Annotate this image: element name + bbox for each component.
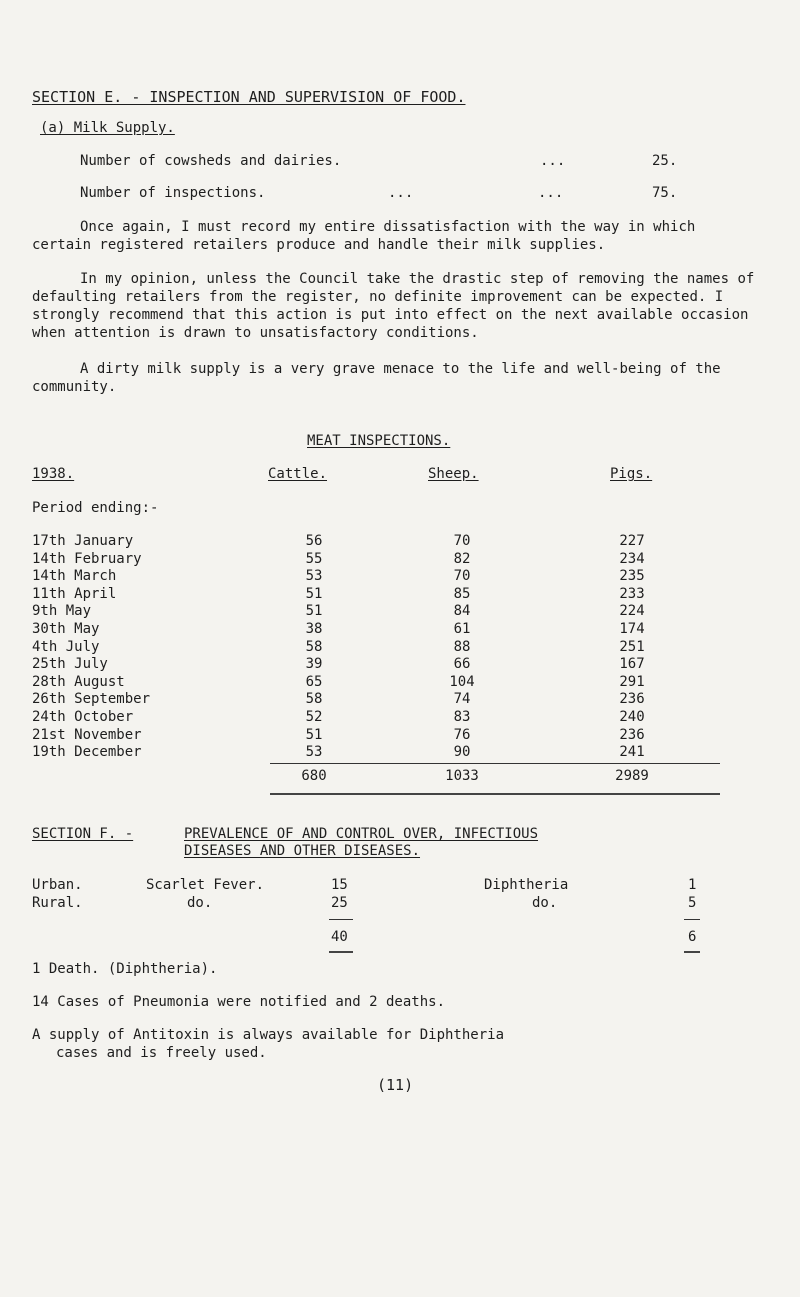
f-total-2: 6 [688,929,697,945]
meat-pigs-header: Pigs. [610,466,653,482]
page-number: (11) [377,1076,414,1094]
meat-cattle-header: Cattle. [268,466,328,482]
meat-table-row [32,744,732,761]
milk-paragraph-1: Once again, I must record my entire dissatisfaction with the way in which certain registered retailers produce and handle their milk supplies. [32,219,696,253]
total-rule-top [270,763,720,764]
rural-disease-2: do. [532,895,558,911]
period-cell: 14th February [32,550,142,567]
f-total-rule-1 [329,919,353,920]
meat-table-row [32,586,732,603]
sheep-cell: 74 [453,691,471,708]
f-total-double-rule-1 [329,951,353,953]
period-ending-label: Period ending:- [32,500,159,516]
meat-table-row [32,656,732,673]
cattle-cell: 65 [305,673,323,690]
pigs-cell: 227 [619,533,645,549]
pigs-cell: 240 [619,709,645,725]
milk-supply-heading [40,120,175,136]
inspections-value: 75. [652,185,678,201]
period-cell: 11th April [32,585,117,602]
urban-disease-2: Diphtheria [484,877,569,893]
meat-table-row [32,691,732,708]
sheep-cell: 90 [453,744,471,761]
pigs-cell: 235 [619,568,645,585]
milk-paragraph-2: In my opinion, unless the Council take the drastic step of removing the names of defaulting retailers from the register, no definite improvement can be expected. I strongly recommend that this action is put into effect on the next available occasion when attention is drawn to unsatisfactory conditions. [32,271,755,341]
rural-disease-1: do. [187,895,213,911]
inspections-label: Number of inspections. [80,185,266,201]
section-f-title-line2: DISEASES AND OTHER DISEASES. [184,843,421,859]
death-note: 1 Death. (Diphtheria). [32,961,218,977]
period-cell: 30th May [32,621,100,637]
pigs-cell: 167 [619,656,645,673]
sheep-cell: 70 [453,533,471,549]
urban-label: Urban. [32,877,83,893]
meat-table-row [32,551,732,568]
antitoxin-line-1: A supply of Antitoxin is always available for Diphtheria [32,1027,505,1043]
total-pigs: 2989 [615,768,649,784]
period-cell: 14th March [32,568,117,585]
rural-label: Rural. [32,895,83,911]
meat-table-row [32,533,732,550]
milk-supply-heading-text: (a) Milk Supply. [40,120,175,136]
meat-table-row [32,603,732,620]
meat-inspections-title: MEAT INSPECTIONS. [307,433,451,449]
cattle-cell: 38 [305,621,323,637]
period-cell: 17th January [32,533,134,549]
sheep-cell: 104 [449,673,475,690]
sheep-cell: 61 [453,621,471,637]
f-total-rule-2 [684,919,700,920]
rural-count-1: 25 [331,895,348,911]
total-rule-bottom [270,793,720,795]
sheep-cell: 76 [453,726,471,743]
period-cell: 9th May [32,603,92,620]
meat-totals-row [32,768,732,785]
pigs-cell: 291 [619,673,645,690]
sheep-cell: 85 [453,585,471,602]
urban-count-2: 1 [688,877,697,893]
pigs-cell: 241 [619,744,645,761]
total-sheep: 1033 [445,768,479,784]
meat-table-row [32,727,732,744]
pigs-cell: 174 [619,621,645,637]
period-cell: 19th December [32,744,142,761]
cowsheds-dots: ... [540,153,566,169]
sheep-cell: 82 [453,550,471,567]
meat-table-row [32,568,732,585]
cowsheds-value: 25. [652,153,678,169]
cattle-cell: 58 [305,638,323,655]
total-cattle: 680 [301,768,327,784]
urban-disease-1: Scarlet Fever. [146,877,265,893]
meat-table-row [32,709,732,726]
cattle-cell: 52 [305,709,323,725]
urban-count-1: 15 [331,877,348,893]
cattle-cell: 55 [305,550,323,567]
pigs-cell: 236 [619,691,645,708]
meat-table-row [32,621,732,638]
period-cell: 25th July [32,656,108,673]
section-f-title-line1: PREVALENCE OF AND CONTROL OVER, INFECTIOUS [184,826,539,842]
sheep-cell: 88 [453,638,471,655]
period-cell: 4th July [32,638,100,655]
f-total-1: 40 [331,929,348,945]
meat-table-row [32,639,732,656]
sheep-cell: 84 [453,603,471,620]
pneumonia-note: 14 Cases of Pneumonia were notified and 2 deaths. [32,994,446,1010]
meat-sheep-header: Sheep. [428,466,479,482]
pigs-cell: 236 [619,726,645,743]
sheep-cell: 83 [453,709,471,725]
section-f-prefix: SECTION F. - [32,826,134,842]
cattle-cell: 51 [305,585,323,602]
meat-table-row [32,674,732,691]
cattle-cell: 39 [305,656,323,673]
period-cell: 26th September [32,691,151,708]
sheep-cell: 70 [453,568,471,585]
rural-count-2: 5 [688,895,697,911]
f-total-double-rule-2 [684,951,700,953]
antitoxin-line-2: cases and is freely used. [56,1045,267,1061]
inspections-dots-2: ... [538,185,564,201]
sheep-cell: 66 [453,656,471,673]
cattle-cell: 53 [305,744,323,761]
cattle-cell: 56 [305,533,323,549]
period-cell: 28th August [32,673,125,690]
cattle-cell: 51 [305,603,323,620]
cowsheds-label: Number of cowsheds and dairies. [80,153,342,169]
cattle-cell: 51 [305,726,323,743]
pigs-cell: 224 [619,603,645,620]
period-cell: 24th October [32,709,134,725]
cattle-cell: 53 [305,568,323,585]
pigs-cell: 251 [619,638,645,655]
milk-paragraph-3: A dirty milk supply is a very grave menace to the life and well-being of the community. [32,361,721,395]
cattle-cell: 58 [305,691,323,708]
pigs-cell: 234 [619,550,645,567]
section-e-title: SECTION E. - INSPECTION AND SUPERVISION OF FOOD. [32,88,466,106]
meat-year-header: 1938. [32,466,75,482]
pigs-cell: 233 [619,585,645,602]
period-cell: 21st November [32,726,142,743]
inspections-dots-1: ... [388,185,414,201]
